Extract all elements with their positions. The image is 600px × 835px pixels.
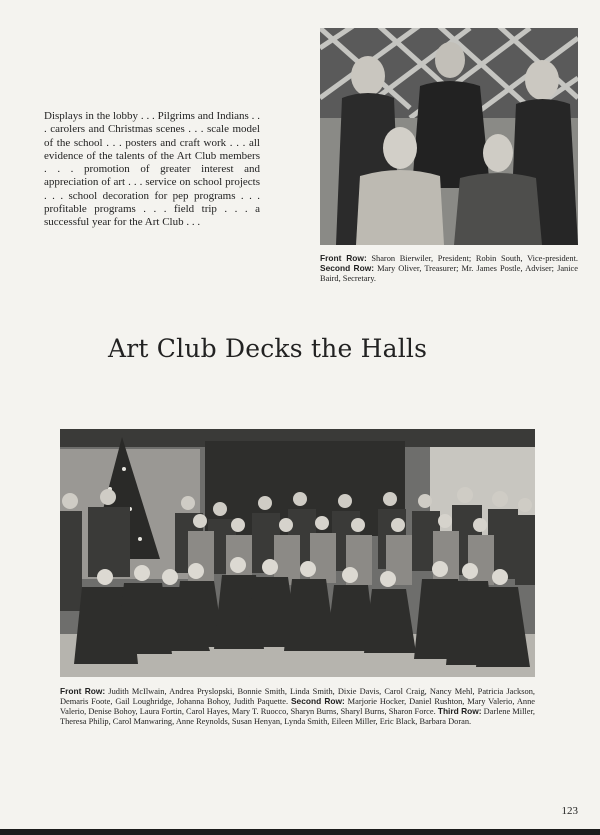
officers-photo (320, 28, 578, 245)
third-row-label: Third Row: (437, 705, 482, 716)
front-row-names: Judith McIlwain, Andrea Pryslopski, Bonnie Smith, Linda Smith, Dixie Davis, Carol Craig, Nancy Mehl, Patricia Jackson, Demaris Foote, Gail Loughridge, Johanna Bohoy, Judith Paquette. (60, 687, 535, 706)
second-row-names: Mary Oliver, Treasurer; Mr. James Postle, Adviser; Janice Baird, Secretary. (320, 263, 578, 283)
front-row-names: Sharon Bierwiler, President; Robin South, Vice-president. (366, 254, 578, 263)
third-row-names: Darlene Miller, Theresa Philip, Carol Manwaring, Anne Reynolds, Susan Henyan, Lynda Smith, Eileen Miller, Eric Black, Barbara Doran. (60, 706, 535, 726)
front-row-label: Front Row: (60, 686, 106, 696)
page-number: 123 (561, 805, 578, 817)
group-photo (60, 429, 535, 677)
second-row-names: Marjorie Hocker, Daniel Rushton, Mary Valerio, Anne Valerio, Denise Bohoy, Laura Fortin, Carol Hayes, Mary T. Ruocco, Sharyn Burns, Sharyl Burns, Sharon Force. (60, 696, 535, 716)
page-title: Art Club Decks the Halls (108, 334, 428, 363)
intro-paragraph: Displays in the lobby . . . Pilgrims and Indians . . . carolers and Christmas scenes . . . scale model of the school . . . posters and craft work . . . all evidence of the talents of the Art Club members . . . promotion of greater interest and appreciation of art . . . service on school projects . . . school decoration for pep programs . . . profitable programs . . . field trip . . . a successful year for the Art Club . . . (44, 110, 260, 229)
bottom-border (0, 829, 600, 835)
second-row-label: Second Row: (320, 262, 375, 273)
front-row-label: Front Row: (320, 253, 367, 263)
second-row-label: Second Row: (290, 695, 345, 706)
officers-caption (320, 254, 578, 284)
group-caption (60, 687, 535, 727)
